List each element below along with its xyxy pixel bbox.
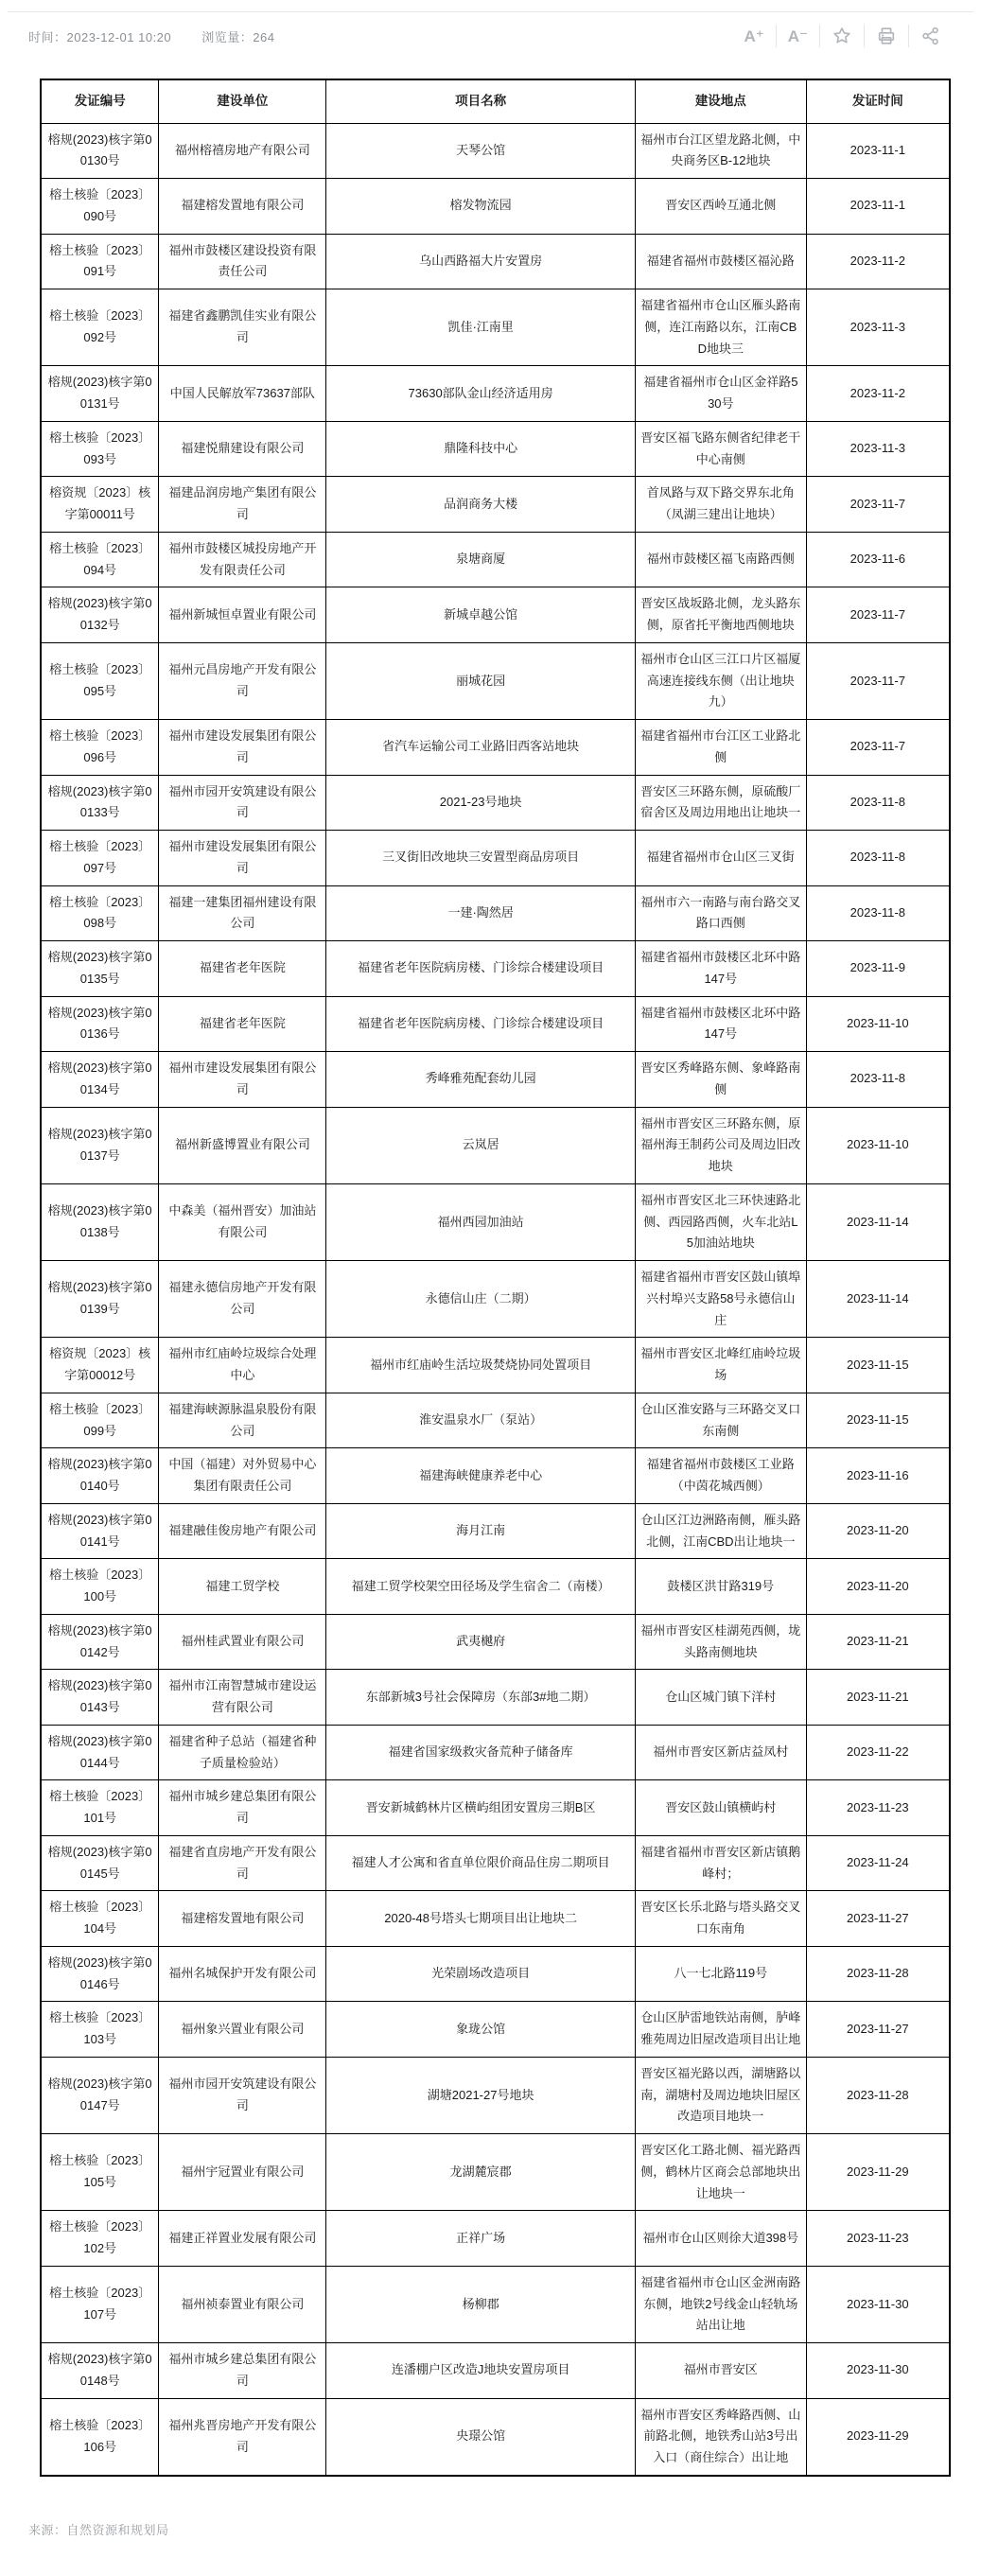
table-cell: 福州市仓山区则徐大道398号 [635, 2211, 806, 2267]
table-cell: 东部新城3号社会保障房（东部3#地二期） [326, 1670, 636, 1726]
table-cell: 2023-11-7 [806, 477, 950, 533]
table-cell: 福州市六一南路与南台路交叉路口西侧 [635, 885, 806, 941]
table-row [41, 1891, 950, 1947]
source-label: 来源：自然资源和规划局 [28, 2522, 169, 2537]
column-header-permit-number: 发证编号 [41, 79, 159, 123]
table-cell: 福州祯泰置业有限公司 [159, 2266, 326, 2342]
table-cell: 2023-11-7 [806, 642, 950, 719]
table-cell: 榕规(2023)核字第00133号 [41, 775, 159, 831]
font-increase-icon: A⁺ [744, 26, 764, 45]
table-row [41, 2266, 950, 2342]
table-row [41, 941, 950, 997]
table-cell: 2023-11-2 [806, 234, 950, 289]
table-cell: 福建省福州市晋安区鼓山镇埠兴村埠兴支路58号永德信山庄 [635, 1261, 806, 1338]
table-cell: 榕土核验〔2023〕098号 [41, 885, 159, 941]
table-cell: 仓山区胪雷地铁站南侧，胪峰雅苑周边旧屋改造项目出让地 [635, 2002, 806, 2058]
table-row [41, 831, 950, 886]
table-row [41, 642, 950, 719]
table-cell: 晋安新城鹤林片区横屿组团安置房三期B区 [326, 1780, 636, 1836]
table-cell: 福建人才公寓和省直单位限价商品住房二期项目 [326, 1835, 636, 1891]
table-cell: 正祥广场 [326, 2211, 636, 2267]
table-cell: 福建海峡健康养老中心 [326, 1448, 636, 1504]
table-cell: 福建省国家级救灾备荒种子储备库 [326, 1725, 636, 1780]
table-cell: 福州西园加油站 [326, 1183, 636, 1260]
table-cell: 榕土核验〔2023〕093号 [41, 421, 159, 477]
table-cell: 榕土核验〔2023〕102号 [41, 2211, 159, 2267]
table-cell: 晋安区长乐北路与塔头路交叉口东南角 [635, 1891, 806, 1947]
table-cell: 福州市建设发展集团有限公司 [159, 831, 326, 886]
table-cell: 2023-11-23 [806, 2211, 950, 2267]
table-cell: 榕土核验〔2023〕107号 [41, 2266, 159, 2342]
table-cell: 榕规(2023)核字第00138号 [41, 1183, 159, 1260]
table-row [41, 1338, 950, 1393]
table-row [41, 1614, 950, 1670]
share-button[interactable] [908, 25, 953, 47]
table-cell: 2023-11-9 [806, 941, 950, 997]
table-cell: 榕规(2023)核字第00132号 [41, 587, 159, 643]
table-row [41, 1393, 950, 1448]
table-cell: 榕土核验〔2023〕091号 [41, 234, 159, 289]
table-cell: 晋安区秀峰路东侧、象峰路南侧 [635, 1052, 806, 1108]
table-row [41, 1835, 950, 1891]
table-row [41, 477, 950, 533]
table-cell: 榕土核验〔2023〕106号 [41, 2398, 159, 2476]
table-cell: 榕规(2023)核字第00143号 [41, 1670, 159, 1726]
table-cell: 福建榕发置地有限公司 [159, 179, 326, 235]
table-cell: 中国（福建）对外贸易中心集团有限责任公司 [159, 1448, 326, 1504]
table-cell: 仓山区城门镇下洋村 [635, 1670, 806, 1726]
table-cell: 福建正祥置业发展有限公司 [159, 2211, 326, 2267]
table-cell: 福建省福州市仓山区三叉街 [635, 831, 806, 886]
table-cell: 榕土核验〔2023〕097号 [41, 831, 159, 886]
table-row [41, 366, 950, 422]
table-cell: 榕规(2023)核字第00146号 [41, 1946, 159, 2002]
table-cell: 湖塘2021-27号地块 [326, 2057, 636, 2133]
table-cell: 福建省福州市鼓楼区福沁路 [635, 234, 806, 289]
table-cell: 云岚居 [326, 1107, 636, 1183]
table-cell: 榕规(2023)核字第00144号 [41, 1725, 159, 1780]
table-row [41, 2057, 950, 2133]
table-cell: 福州市台江区望龙路北侧，中央商务区B-12地块 [635, 123, 806, 179]
table-row [41, 885, 950, 941]
table-cell: 武夷樾府 [326, 1614, 636, 1670]
table-cell: 2021-23号地块 [326, 775, 636, 831]
table-cell: 象珑公馆 [326, 2002, 636, 2058]
table-cell: 中国人民解放军73637部队 [159, 366, 326, 422]
table-cell: 2023-11-8 [806, 775, 950, 831]
table-cell: 福建省福州市鼓楼区北环中路147号 [635, 996, 806, 1052]
table-row [41, 2343, 950, 2399]
table-cell: 福州名城保护开发有限公司 [159, 1946, 326, 2002]
table-row [41, 234, 950, 289]
meta-bar [0, 12, 981, 46]
table-cell: 2023-11-27 [806, 2002, 950, 2058]
table-cell: 2023-11-3 [806, 289, 950, 366]
table-cell: 福建省老年医院 [159, 996, 326, 1052]
table-cell: 首凤路与双下路交界东北角（凤湖三建出让地块） [635, 477, 806, 533]
table-row [41, 2002, 950, 2058]
table-cell: 73630部队金山经济适用房 [326, 366, 636, 422]
table-cell: 福州市园开安筑建设有限公司 [159, 775, 326, 831]
printer-icon [876, 26, 897, 46]
table-cell: 福州市晋安区新店益凤村 [635, 1725, 806, 1780]
table-cell: 福州市仓山区三江口片区福厦高速连接线东侧（出让地块九） [635, 642, 806, 719]
table-cell: 八一七北路119号 [635, 1946, 806, 2002]
table-cell: 榕资规〔2023〕核字第00012号 [41, 1338, 159, 1393]
table-row [41, 1780, 950, 1836]
table-row [41, 421, 950, 477]
table-cell: 榕规(2023)核字第00142号 [41, 1614, 159, 1670]
table-cell: 连潘棚户区改造J地块安置房项目 [326, 2343, 636, 2399]
table-cell: 榕规(2023)核字第00147号 [41, 2057, 159, 2133]
table-cell: 福州市红庙岭生活垃圾焚烧协同处置项目 [326, 1338, 636, 1393]
table-cell: 海月江南 [326, 1503, 636, 1559]
table-cell: 榕土核验〔2023〕095号 [41, 642, 159, 719]
table-cell: 永德信山庄（二期） [326, 1261, 636, 1338]
table-row [41, 2398, 950, 2476]
table-cell: 丽城花园 [326, 642, 636, 719]
table-row [41, 775, 950, 831]
table-cell: 福州市城乡建总集团有限公司 [159, 1780, 326, 1836]
table-cell: 2023-11-28 [806, 1946, 950, 2002]
table-cell: 福建省老年医院病房楼、门诊综合楼建设项目 [326, 941, 636, 997]
table-cell: 福建省鑫鹏凯佳实业有限公司 [159, 289, 326, 366]
table-cell: 福州新城恒卓置业有限公司 [159, 587, 326, 643]
table-cell: 福州市鼓楼区建设投资有限责任公司 [159, 234, 326, 289]
print-button[interactable] [864, 25, 908, 47]
table-cell: 福建省福州市鼓楼区北环中路147号 [635, 941, 806, 997]
table-cell: 品润商务大楼 [326, 477, 636, 533]
table-cell: 榕土核验〔2023〕092号 [41, 289, 159, 366]
table-cell: 2023-11-15 [806, 1393, 950, 1448]
table-cell: 福建省福州市仓山区金祥路530号 [635, 366, 806, 422]
table-cell: 2023-11-20 [806, 1503, 950, 1559]
table-cell: 榕土核验〔2023〕096号 [41, 720, 159, 776]
table-cell: 福建省老年医院病房楼、门诊综合楼建设项目 [326, 996, 636, 1052]
table-cell: 泉塘商厦 [326, 532, 636, 587]
table-cell: 福建工贸学校 [159, 1559, 326, 1615]
table-cell: 福州榕禧房地产有限公司 [159, 123, 326, 179]
table-cell: 福州市晋安区三环路东侧，原福州海王制药公司及周边旧改地块 [635, 1107, 806, 1183]
table-cell: 福建省福州市台江区工业路北侧 [635, 720, 806, 776]
table-row [41, 2134, 950, 2211]
table-row [41, 1261, 950, 1338]
table-cell: 新城卓越公馆 [326, 587, 636, 643]
table-cell: 淮安温泉水厂（泵站） [326, 1393, 636, 1448]
table-cell: 鼎隆科技中心 [326, 421, 636, 477]
table-cell: 2023-11-15 [806, 1338, 950, 1393]
table-row [41, 1107, 950, 1183]
permit-table [40, 79, 951, 2477]
table-cell: 中森美（福州晋安）加油站有限公司 [159, 1183, 326, 1260]
table-cell: 福建工贸学校架空田径场及学生宿舍二（南楼） [326, 1559, 636, 1615]
table-cell: 福州市建设发展集团有限公司 [159, 1052, 326, 1108]
table-cell: 福建省福州市鼓楼区工业路（中茵花城西侧） [635, 1448, 806, 1504]
table-cell: 2023-11-10 [806, 1107, 950, 1183]
table-cell: 晋安区西岭互通北侧 [635, 179, 806, 235]
table-cell: 福建省种子总站（福建省种子质量检验站） [159, 1725, 326, 1780]
table-cell: 2023-11-7 [806, 587, 950, 643]
table-cell: 2023-11-20 [806, 1559, 950, 1615]
table-cell: 榕规(2023)核字第00148号 [41, 2343, 159, 2399]
table-cell: 福州象兴置业有限公司 [159, 2002, 326, 2058]
table-cell: 杨柳郡 [326, 2266, 636, 2342]
table-cell: 福州元昌房地产开发有限公司 [159, 642, 326, 719]
table-cell: 榕土核验〔2023〕090号 [41, 179, 159, 235]
table-cell: 福建榕发置地有限公司 [159, 1891, 326, 1947]
table-cell: 2023-11-1 [806, 123, 950, 179]
table-cell: 仓山区江边洲路南侧，雁头路北侧，江南CBD出让地块一 [635, 1503, 806, 1559]
table-cell: 2023-11-21 [806, 1670, 950, 1726]
table-cell: 2023-11-3 [806, 421, 950, 477]
table-row [41, 1670, 950, 1726]
table-cell: 2023-11-16 [806, 1448, 950, 1504]
table-cell: 2023-11-6 [806, 532, 950, 587]
table-cell: 2023-11-29 [806, 2134, 950, 2211]
permit-table-body [41, 123, 950, 2476]
favorite-button[interactable] [819, 25, 864, 47]
meta-info [28, 27, 301, 45]
table-cell: 福建融佳俊房地产有限公司 [159, 1503, 326, 1559]
star-icon [832, 26, 852, 46]
column-header-construction-unit: 建设单位 [159, 79, 326, 123]
view-count: 浏览量：264 [201, 29, 275, 44]
table-cell: 榕规(2023)核字第00136号 [41, 996, 159, 1052]
table-cell: 福建悦鼎建设有限公司 [159, 421, 326, 477]
table-row [41, 1448, 950, 1504]
table-cell: 2020-48号塔头七期项目出让地块二 [326, 1891, 636, 1947]
table-cell: 福州市晋安区北三环快速路北侧、西园路西侧，火车北站L5加油站地块 [635, 1183, 806, 1260]
publish-time: 时间：2023-12-01 10:20 [28, 29, 172, 44]
table-row [41, 996, 950, 1052]
table-cell: 福建一建集团福州建设有限公司 [159, 885, 326, 941]
table-cell: 榕土核验〔2023〕100号 [41, 1559, 159, 1615]
table-cell: 三叉街旧改地块三安置型商品房项目 [326, 831, 636, 886]
table-cell: 榕规(2023)核字第00141号 [41, 1503, 159, 1559]
table-row [41, 532, 950, 587]
table-cell: 福州市鼓楼区福飞南路西侧 [635, 532, 806, 587]
table-cell: 2023-11-8 [806, 1052, 950, 1108]
share-icon [920, 26, 941, 46]
table-cell: 2023-11-30 [806, 2266, 950, 2342]
table-cell: 福州市晋安区秀峰路西侧、山前路北侧，地铁秀山站3号出入口（商住综合）出让地 [635, 2398, 806, 2476]
table-cell: 榕土核验〔2023〕104号 [41, 1891, 159, 1947]
table-cell: 福州兆晋房地产开发有限公司 [159, 2398, 326, 2476]
table-row [41, 587, 950, 643]
table-cell: 榕土核验〔2023〕101号 [41, 1780, 159, 1836]
table-cell: 晋安区福光路以西，湖塘路以南，湖塘村及周边地块旧屋区改造项目地块一 [635, 2057, 806, 2133]
table-cell: 省汽车运输公司工业路旧西客站地块 [326, 720, 636, 776]
table-cell: 2023-11-7 [806, 720, 950, 776]
table-cell: 榕土核验〔2023〕094号 [41, 532, 159, 587]
table-cell: 2023-11-8 [806, 831, 950, 886]
table-cell: 福建品润房地产集团有限公司 [159, 477, 326, 533]
table-cell: 2023-11-24 [806, 1835, 950, 1891]
table-cell: 天琴公馆 [326, 123, 636, 179]
table-cell: 福建省老年医院 [159, 941, 326, 997]
column-header-location: 建设地点 [635, 79, 806, 123]
table-cell: 2023-11-22 [806, 1725, 950, 1780]
table-cell: 福建省福州市仓山区金洲南路东侧，地铁2号线金山轻轨场站出让地 [635, 2266, 806, 2342]
table-cell: 榕土核验〔2023〕105号 [41, 2134, 159, 2211]
font-decrease-icon: A⁻ [787, 26, 808, 45]
table-cell: 2023-11-23 [806, 1780, 950, 1836]
table-cell: 福州市晋安区桂湖苑西侧，垅头路南侧地块 [635, 1614, 806, 1670]
table-cell: 2023-11-29 [806, 2398, 950, 2476]
table-row [41, 1725, 950, 1780]
table-cell: 榕规(2023)核字第00131号 [41, 366, 159, 422]
table-header-row [41, 79, 950, 123]
column-header-project-name: 项目名称 [326, 79, 636, 123]
table-cell: 晋安区鼓山镇横屿村 [635, 1780, 806, 1836]
table-cell: 榕土核验〔2023〕103号 [41, 2002, 159, 2058]
table-cell: 2023-11-30 [806, 2343, 950, 2399]
table-cell: 晋安区三环路东侧，原硫酸厂宿舍区及周边用地出让地块一 [635, 775, 806, 831]
table-cell: 光荣剧场改造项目 [326, 1946, 636, 2002]
table-row [41, 1503, 950, 1559]
table-row [41, 1559, 950, 1615]
table-row [41, 123, 950, 179]
table-cell: 福州市园开安筑建设有限公司 [159, 2057, 326, 2133]
table-cell: 福建省福州市晋安区新店镇鹅峰村； [635, 1835, 806, 1891]
table-cell: 鼓楼区洪甘路319号 [635, 1559, 806, 1615]
table-cell: 福州市江南智慧城市建设运营有限公司 [159, 1670, 326, 1726]
table-cell: 福建海峡源脉温泉股份有限公司 [159, 1393, 326, 1448]
table-row [41, 179, 950, 235]
font-increase-button[interactable] [733, 25, 776, 47]
table-cell: 福州桂武置业有限公司 [159, 1614, 326, 1670]
table-cell: 榕土核验〔2023〕099号 [41, 1393, 159, 1448]
table-cell: 榕发物流园 [326, 179, 636, 235]
table-row [41, 2211, 950, 2267]
table-cell: 福州市晋安区北峰红庙岭垃圾场 [635, 1338, 806, 1393]
table-cell: 2023-11-10 [806, 996, 950, 1052]
table-row [41, 289, 950, 366]
table-cell: 2023-11-27 [806, 1891, 950, 1947]
table-cell: 福建省直房地产开发有限公司 [159, 1835, 326, 1891]
table-cell: 2023-11-8 [806, 885, 950, 941]
table-cell: 福州市晋安区 [635, 2343, 806, 2399]
table-cell: 福建省福州市仓山区雁头路南侧，连江南路以东，江南CBD地块三 [635, 289, 806, 366]
table-cell: 2023-11-21 [806, 1614, 950, 1670]
table-cell: 央璟公馆 [326, 2398, 636, 2476]
table-cell: 福州新盛博置业有限公司 [159, 1107, 326, 1183]
table-cell: 2023-11-28 [806, 2057, 950, 2133]
table-cell: 榕规(2023)核字第00134号 [41, 1052, 159, 1108]
toolbar [733, 25, 954, 47]
table-cell: 晋安区化工路北侧、福光路西侧，鹤林片区商会总部地块出让地块一 [635, 2134, 806, 2211]
table-cell: 晋安区战坂路北侧，龙头路东侧，原省托平衡地西侧地块 [635, 587, 806, 643]
table-cell: 福州市鼓楼区城投房地产开发有限责任公司 [159, 532, 326, 587]
table-cell: 福州市城乡建总集团有限公司 [159, 2343, 326, 2399]
table-row [41, 1946, 950, 2002]
table-cell: 榕规(2023)核字第00135号 [41, 941, 159, 997]
table-cell: 榕规(2023)核字第00130号 [41, 123, 159, 179]
table-cell: 榕规(2023)核字第00140号 [41, 1448, 159, 1504]
table-cell: 晋安区福飞路东侧省纪律老干中心南侧 [635, 421, 806, 477]
table-cell: 榕规(2023)核字第00139号 [41, 1261, 159, 1338]
table-cell: 仓山区淮安路与三环路交叉口东南侧 [635, 1393, 806, 1448]
table-row [41, 1052, 950, 1108]
table-cell: 2023-11-1 [806, 179, 950, 235]
column-header-issue-date: 发证时间 [806, 79, 950, 123]
table-cell: 2023-11-14 [806, 1183, 950, 1260]
table-row [41, 1183, 950, 1260]
table-cell: 2023-11-14 [806, 1261, 950, 1338]
table-cell: 福州市建设发展集团有限公司 [159, 720, 326, 776]
table-cell: 福建永德信房地产开发有限公司 [159, 1261, 326, 1338]
table-cell: 乌山西路福大片安置房 [326, 234, 636, 289]
table-cell: 榕资规〔2023〕核字第00011号 [41, 477, 159, 533]
table-cell: 榕规(2023)核字第00145号 [41, 1835, 159, 1891]
table-cell: 榕规(2023)核字第00137号 [41, 1107, 159, 1183]
table-cell: 凯佳·江南里 [326, 289, 636, 366]
font-decrease-button[interactable] [776, 25, 819, 47]
table-cell: 秀峰雅苑配套幼儿园 [326, 1052, 636, 1108]
table-cell: 龙湖麓宸郡 [326, 2134, 636, 2211]
table-cell: 福州宇冠置业有限公司 [159, 2134, 326, 2211]
table-cell: 2023-11-2 [806, 366, 950, 422]
table-row [41, 720, 950, 776]
table-cell: 一建·陶然居 [326, 885, 636, 941]
table-cell: 福州市红庙岭垃圾综合处理中心 [159, 1338, 326, 1393]
